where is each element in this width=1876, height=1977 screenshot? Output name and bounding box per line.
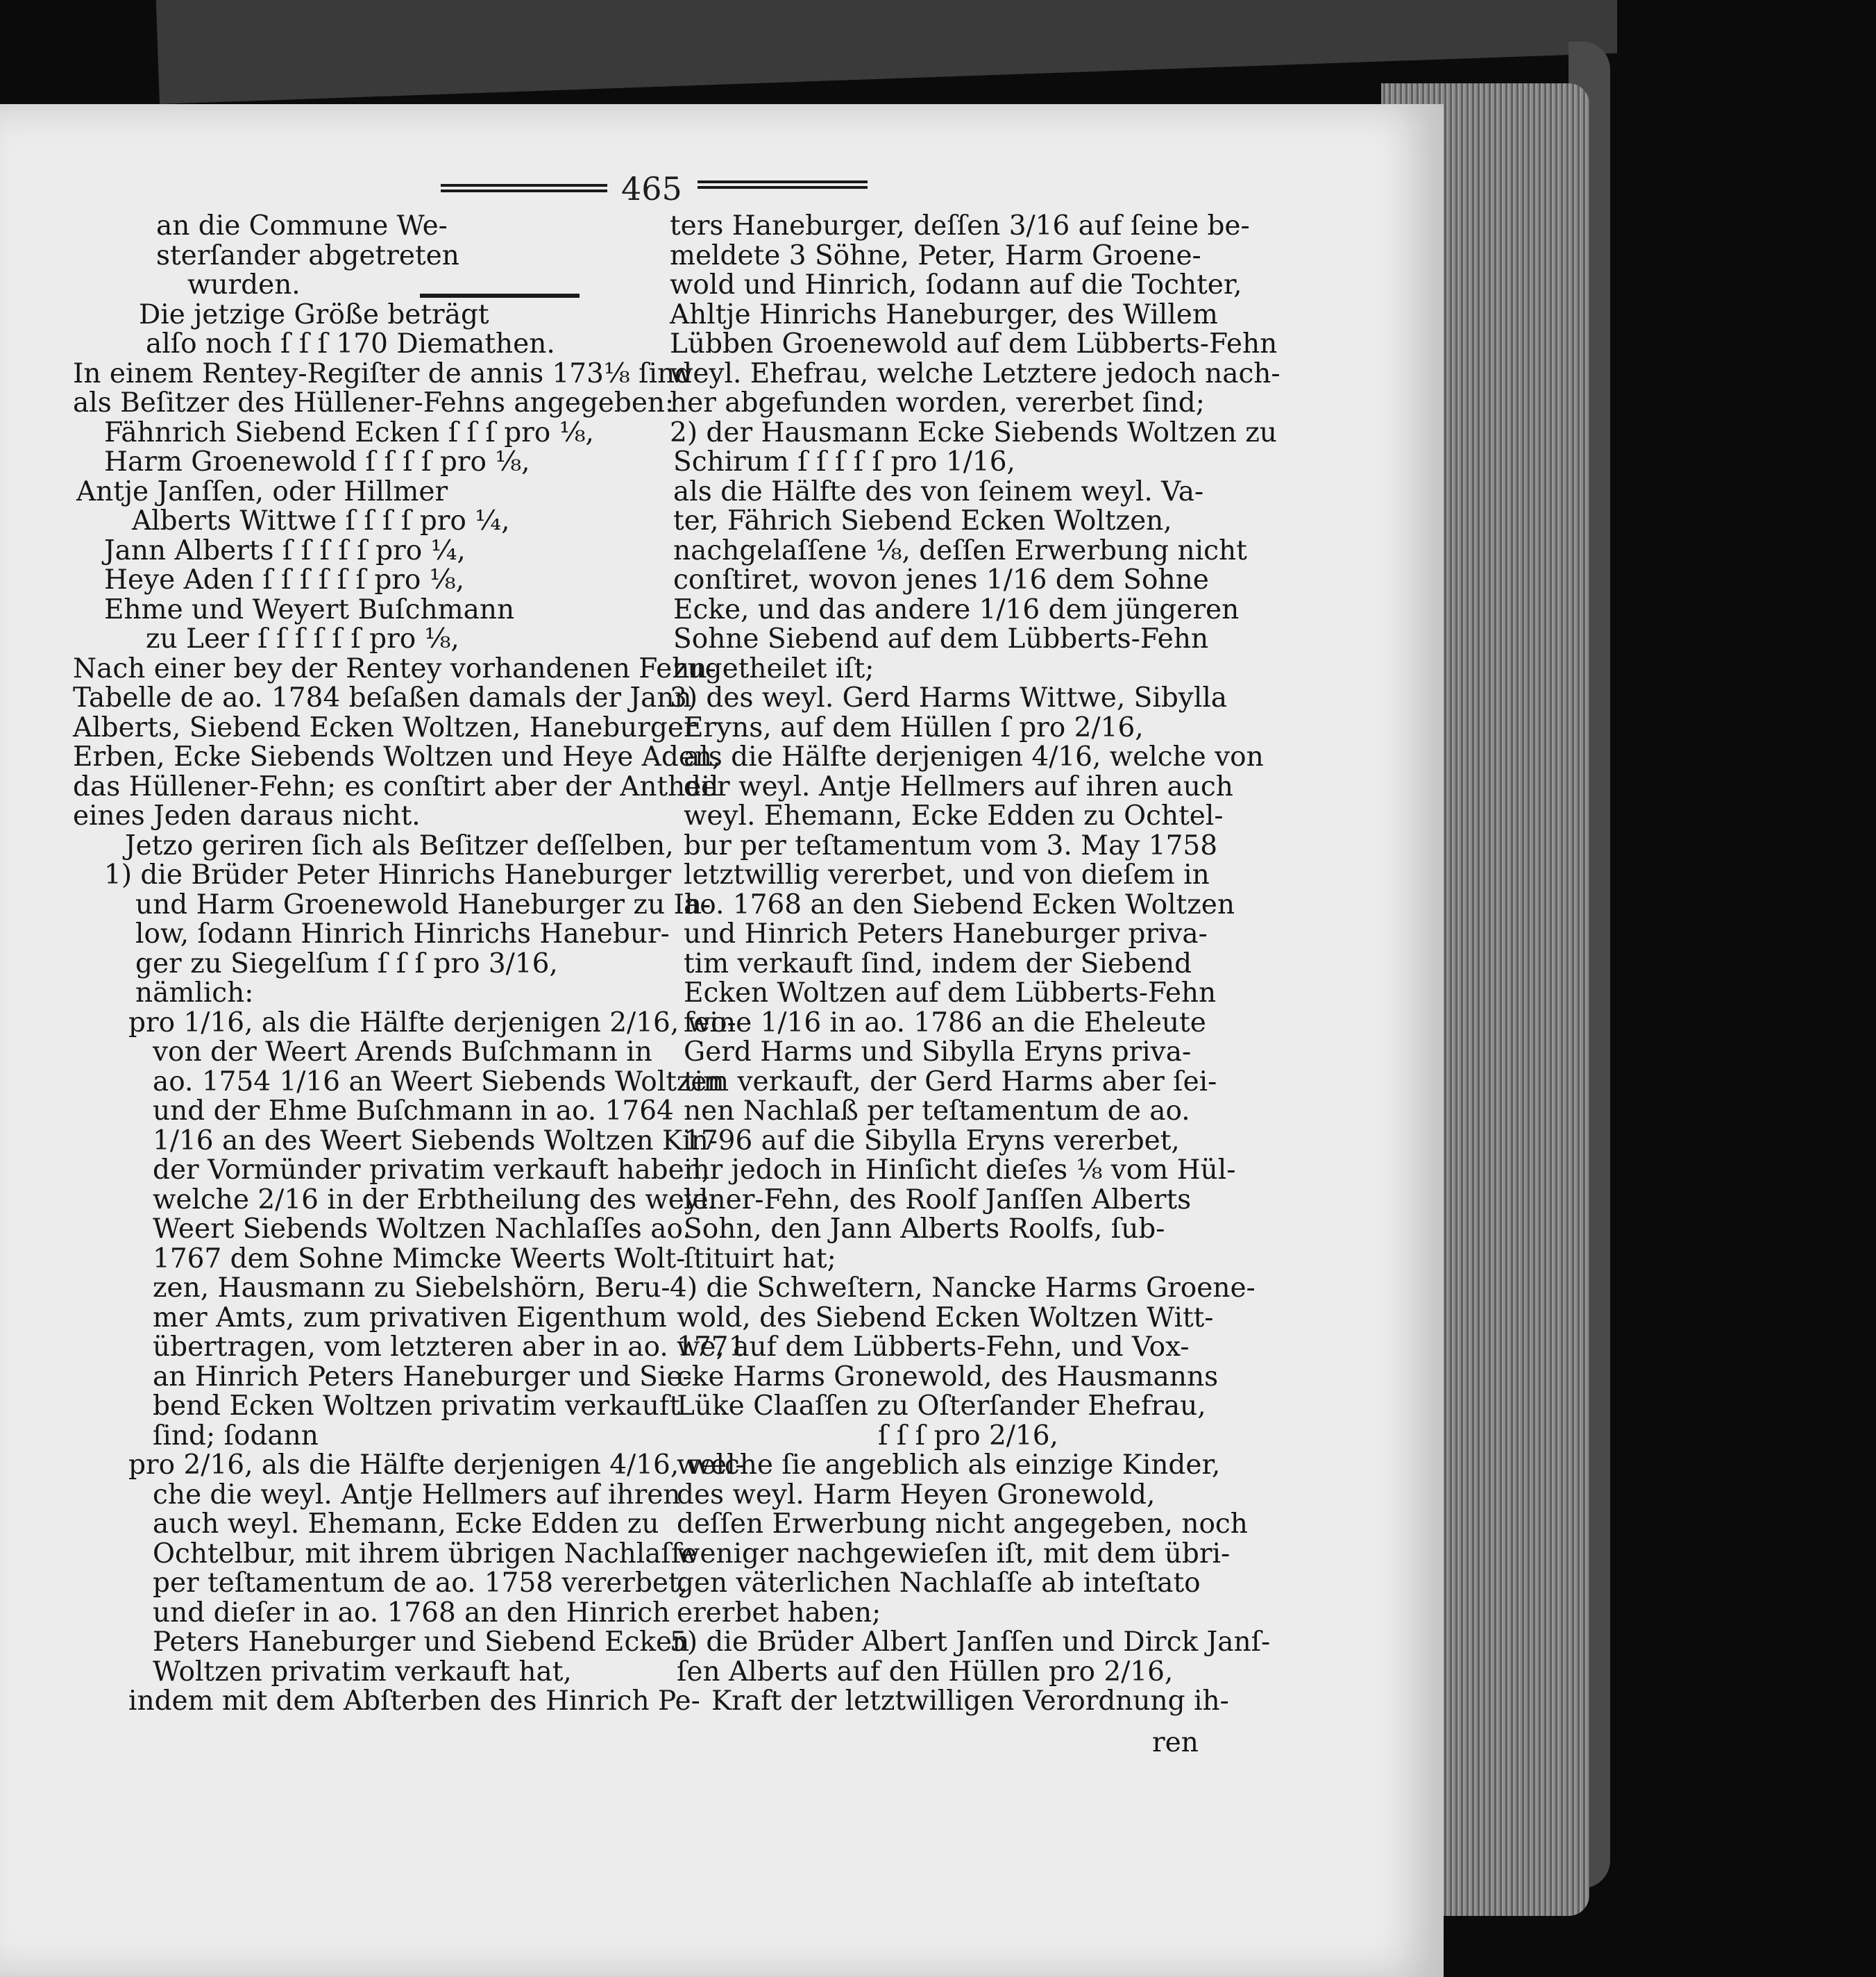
text-line: we, auf dem Lübberts-Fehn, und Vox- [677,1331,1190,1363]
text-line: letztwillig vererbet, und von dieſem in [684,859,1210,891]
text-line: pro 1/16, als die Hälfte derjenigen 2/16, wo- [128,1007,736,1038]
left-column [73,210,746,1717]
text-line: bend Ecken Woltzen privatim verkauft [153,1390,681,1422]
text-line: und dieſer in ao. 1768 an den Hinrich [153,1597,670,1629]
text-line: und der Ehme Buſchmann in ao. 1764 [153,1095,674,1127]
text-line: von der Weert Arends Buſchmann in [153,1036,652,1068]
text-line: Ehme und Weyert Buſchmann [104,594,515,625]
text-line: ger zu Siegelſum ſ ſ ſ pro 3/16, [135,948,558,979]
text-line: low, ſodann Hinrich Hinrichs Hanebur- [135,918,670,950]
text-line: als die Hälfte des von ſeinem weyl. Va- [673,476,1204,507]
right-column [670,210,1281,1717]
text-line: alſo noch ſ ſ ſ 170 Diemathen. [146,328,555,360]
text-line: an Hinrich Peters Haneburger und Sie- [153,1361,692,1393]
header-rule-right [698,180,868,189]
text-line: Jetzo geriren ſich als Beſitzer deſſelben, [125,830,674,861]
text-line: eines Jeden daraus nicht. [73,800,421,832]
text-line: Alberts, Siebend Ecken Woltzen, Haneburger [73,712,697,743]
text-line: weyl. Ehefrau, welche Letztere jedoch nach- [670,357,1281,389]
text-line: pro 2/16, als die Hälfte derjenigen 4/16, wel- [128,1449,745,1481]
text-line: ao. 1768 an den Siebend Ecken Woltzen [684,889,1235,920]
text-line: weniger nachgewieſen iſt, mit dem übri- [677,1538,1231,1570]
text-line: 1/16 an des Weert Siebends Woltzen Kin- [153,1125,718,1156]
text-line: der Vormünder privatim verkauft haben, [153,1154,711,1186]
text-line: ſind; ſodann [153,1420,319,1452]
text-line: wold, des Siebend Ecken Woltzen Witt- [677,1302,1214,1334]
text-line: cke Harms Gronewold, des Hausmanns [677,1361,1219,1393]
text-line: der weyl. Antje Hellmers auf ihren auch [684,771,1233,802]
text-line: Sohn, den Jann Alberts Roolfs, ſub- [684,1213,1165,1245]
text-line: deſſen Erwerbung nicht angegeben, noch [677,1508,1248,1540]
text-line: ſtituirt hat; [684,1243,836,1274]
text-line: 1) die Brüder Peter Hinrichs Haneburger [104,859,672,891]
text-line: tim verkauft ſind, indem der Siebend [684,948,1192,979]
text-line: wold und Hinrich, ſodann auf die Tochter, [670,269,1242,301]
text-line: Weert Siebends Woltzen Nachlaſſes ao. [153,1213,691,1245]
text-line: Tabelle de ao. 1784 beſaßen damals der Jann [73,682,692,714]
text-line: Gerd Harms und Sibylla Eryns priva- [684,1036,1192,1068]
text-line: als die Hälfte derjenigen 4/16, welche von [684,741,1264,773]
text-line: her abgefunden worden, vererbet ſind; [670,387,1205,419]
text-line: ſ ſ ſ pro 2/16, [878,1420,1058,1452]
text-line: che die weyl. Antje Hellmers auf ihren [153,1479,681,1511]
text-line: welche 2/16 in der Erbtheilung des weyl. [153,1184,717,1215]
text-line: auch weyl. Ehemann, Ecke Edden zu [153,1508,659,1540]
text-line: nämlich: [135,977,254,1009]
page-number: 465 [621,170,682,208]
text-line: bur per teſtamentum vom 3. May 1758 [684,830,1218,861]
text-line: ererbet haben; [677,1597,881,1629]
text-line: Ahltje Hinrichs Haneburger, des Willem [670,298,1218,330]
text-line: ao. 1754 1/16 an Weert Siebends Woltzen [153,1066,725,1097]
text-line: conſtiret, wovon jenes 1/16 dem Sohne [673,564,1209,596]
text-line: 1767 dem Sohne Mimcke Weerts Wolt- [153,1243,686,1274]
text-line: ters Haneburger, deſſen 3/16 auf ſeine be- [670,210,1250,242]
text-line: Antje Janſſen, oder Hillmer [76,476,448,507]
text-line: Sohne Siebend auf dem Lübberts-Fehn [673,623,1209,655]
text-line: Ochtelbur, mit ihrem übrigen Nachlaſſe [153,1538,698,1570]
text-line: Die jetzige Größe beträgt [139,298,489,330]
text-line: zu Leer ſ ſ ſ ſ ſ ſ pro ⅛, [146,623,459,655]
text-line: das Hüllener-Fehn; es conſtirt aber der Antheil [73,771,719,802]
text-line: zugetheilet iſt; [673,653,874,684]
text-line: per teſtamentum de ao. 1758 vererbet, [153,1567,688,1599]
text-line: Jann Alberts ſ ſ ſ ſ ſ pro ¼, [104,535,466,566]
text-line: Lüke Claaſſen zu Oſterſander Ehefrau, [677,1390,1206,1422]
text-line: meldete 3 Söhne, Peter, Harm Groene- [670,239,1201,271]
text-line: Harm Groenewold ſ ſ ſ ſ pro ⅛, [104,446,530,478]
text-line: weyl. Ehemann, Ecke Edden zu Ochtel- [684,800,1224,832]
text-line: Erben, Ecke Siebends Woltzen und Heye Aden, [73,741,721,773]
text-line: wurden. [187,269,301,301]
text-line: ſen Alberts auf den Hüllen pro 2/16, [677,1656,1174,1688]
text-line: Woltzen privatim verkauft hat, [153,1656,572,1688]
text-line: als Beſitzer des Hüllener-Fehns angegeben: [73,387,675,419]
text-line: gen väterlichen Nachlaſſe ab inteſtato [677,1567,1201,1599]
text-line: sterſander abgetreten [156,239,459,271]
text-line: zen, Hausmann zu Siebelshörn, Beru- [153,1272,670,1304]
text-line: tim verkauft, der Gerd Harms aber ſei- [684,1066,1217,1097]
text-line: In einem Rentey-Regiſter de annis 173⅛ ſind [73,357,693,389]
text-line: mer Amts, zum privativen Eigenthum [153,1302,667,1334]
text-line: 2) der Hausmann Ecke Siebends Woltzen zu [670,417,1277,448]
text-line: ihr jedoch in Hinſicht dieſes ⅛ vom Hül- [684,1154,1236,1186]
text-line: des weyl. Harm Heyen Gronewold, [677,1479,1156,1511]
text-line: Lübben Groenewold auf dem Lübberts-Fehn [670,328,1278,360]
text-line: 3) des weyl. Gerd Harms Wittwe, Sibylla [670,682,1228,714]
text-line: nachgelaſſene ⅛, deſſen Erwerbung nicht [673,535,1247,566]
text-line: 1796 auf die Sibylla Eryns vererbet, [684,1125,1180,1156]
text-line: lener-Fehn, des Roolf Janſſen Alberts [684,1184,1192,1215]
header-rule-left [441,184,607,192]
text-line: Fähnrich Siebend Ecken ſ ſ ſ pro ⅛, [104,417,594,448]
text-line: nen Nachlaß per teſtamentum de ao. [684,1095,1190,1127]
text-line: 5) die Brüder Albert Janſſen und Dirck Janſ- [670,1626,1271,1658]
text-line: und Hinrich Peters Haneburger priva- [684,918,1208,950]
text-line: 4) die Schweſtern, Nancke Harms Groene- [670,1272,1256,1304]
text-line: an die Commune We- [156,210,448,242]
text-line: Kraft der letztwilligen Verordnung ih- [711,1685,1229,1717]
text-line: ter, Fährich Siebend Ecken Woltzen, [673,505,1172,537]
text-line: welche ſie angeblich als einzige Kinder, [677,1449,1221,1481]
text-line: und Harm Groenewold Haneburger zu Ih- [135,889,711,920]
text-line: Eryns, auf dem Hüllen ſ pro 2/16, [684,712,1144,743]
text-line: Nach einer bey der Rentey vorhandenen Fehn- [73,653,716,684]
text-line: indem mit dem Abſterben des Hinrich Pe- [128,1685,700,1717]
text-line: Ecke, und das andere 1/16 dem jüngeren [673,594,1240,625]
text-line: Schirum ſ ſ ſ ſ ſ pro 1/16, [673,446,1015,478]
text-line: Peters Haneburger und Siebend Ecken [153,1626,690,1658]
text-line: Heye Aden ſ ſ ſ ſ ſ ſ pro ⅛, [104,564,464,596]
text-line: ſeine 1/16 in ao. 1786 an die Eheleute [684,1007,1206,1038]
catchword: ren [1152,1727,1199,1758]
text-line: Alberts Wittwe ſ ſ ſ ſ pro ¼, [132,505,510,537]
text-line: Ecken Woltzen auf dem Lübberts-Fehn [684,977,1217,1009]
text-line: übertragen, vom letzteren aber in ao. 1771 [153,1331,746,1363]
